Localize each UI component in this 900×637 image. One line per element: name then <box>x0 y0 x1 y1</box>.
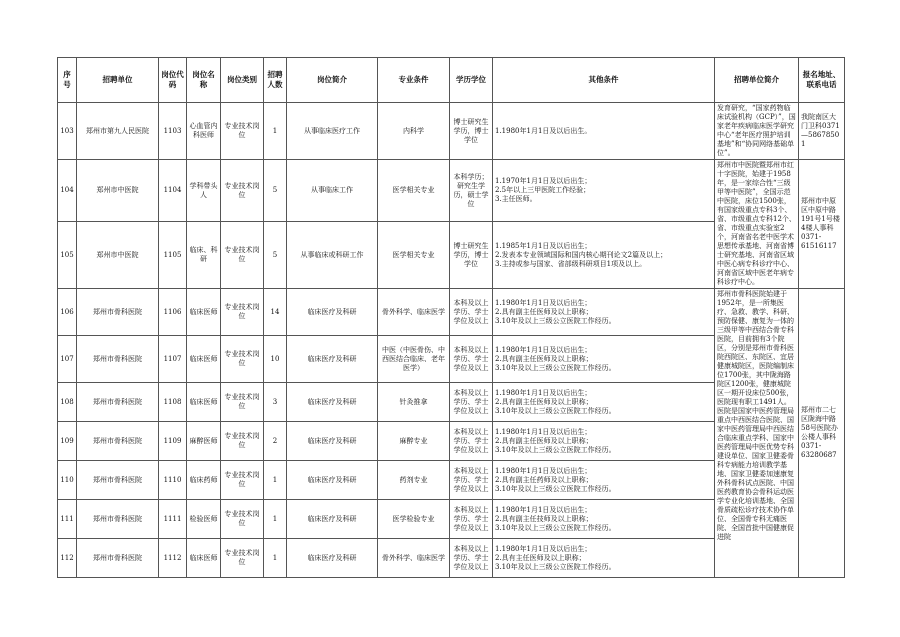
position-code: 1112 <box>159 539 187 578</box>
major-requirement: 药剂专业 <box>378 461 450 500</box>
recruiting-unit: 郑州市骨科医院 <box>77 500 159 539</box>
position-category: 专业技术岗位 <box>221 383 264 422</box>
major-requirement: 骨外科学、临床医学 <box>378 539 450 578</box>
major-requirement: 医学检验专业 <box>378 500 450 539</box>
position-intro: 临床医疗及科研 <box>287 500 378 539</box>
major-requirement: 医学相关专业 <box>378 222 450 289</box>
row-number: 112 <box>58 539 77 578</box>
position-code: 1111 <box>159 500 187 539</box>
hiring-count: 5 <box>264 222 287 289</box>
hiring-count: 5 <box>264 160 287 222</box>
position-intro: 临床医疗及科研 <box>287 289 378 336</box>
position-code: 1103 <box>159 103 187 160</box>
unit-intro: 郑州市骨科医院始建于1952年，是一所集医疗、急救、教学、科研、预防保健、康复为一体的三级甲等中西结合骨专科医院，目前拥有3个院区，分别是郑州市骨科医院西院区、东院区、宜居健康城院区，医院编制床位1700张，其中陇海路院区1200张，健康城院区一期开设床位500张，医院现有职工1491人。医院是国家中医药管理局重点中西医结合医院、国家中医药管理局中西医结合临床重点学科、国家中医药管理局中医优势专科建设单位、国家卫健委骨科专病能力培训教学基地、国家卫健委加速康复外科骨科试点医院、中国医药教育协会骨科运动医学专业化培训基地、全国骨质疏松诊疗技术协作单位、全国骨专科无痛医院、全国首批中国健康促进院 <box>715 289 799 578</box>
contact-info: 郑州市中原区中原中路191号1号楼4楼人事科 0371-61516117 <box>799 160 845 289</box>
position-intro: 临床医疗及科研 <box>287 539 378 578</box>
education-requirement: 本科及以上学历、学士学位及以上 <box>450 422 493 461</box>
header-major: 专业条件 <box>378 58 450 103</box>
position-intro: 临床医疗及科研 <box>287 383 378 422</box>
position-category: 专业技术岗位 <box>221 336 264 383</box>
header-education: 学历学位 <box>450 58 493 103</box>
position-code: 1110 <box>159 461 187 500</box>
hiring-count: 1 <box>264 461 287 500</box>
position-code: 1107 <box>159 336 187 383</box>
hiring-count: 1 <box>264 500 287 539</box>
hiring-count: 1 <box>264 103 287 160</box>
other-conditions: 1.1970年1月1日及以后出生； 2.5年以上三甲医院工作经验； 3.主任医师。 <box>493 160 715 222</box>
table-header-row <box>58 58 845 103</box>
position-category: 专业技术岗位 <box>221 539 264 578</box>
major-requirement: 骨外科学、临床医学 <box>378 289 450 336</box>
education-requirement: 本科及以上学历、学士学位及以上 <box>450 336 493 383</box>
recruiting-unit: 郑州市中医院 <box>77 160 159 222</box>
hiring-count: 10 <box>264 336 287 383</box>
hiring-count: 14 <box>264 289 287 336</box>
other-conditions: 1.1980年1月1日及以后出生； 2.具有副主任药师及以上职称； 3.10年及以上三级公立医院工作经历。 <box>493 461 715 500</box>
position-name: 麻醉医师 <box>187 422 221 461</box>
position-category: 专业技术岗位 <box>221 422 264 461</box>
position-intro: 临床医疗及科研 <box>287 336 378 383</box>
row-number: 108 <box>58 383 77 422</box>
major-requirement: 内科学 <box>378 103 450 160</box>
row-number: 103 <box>58 103 77 160</box>
position-intro: 从事临床工作 <box>287 160 378 222</box>
recruiting-unit: 郑州市骨科医院 <box>77 539 159 578</box>
header-position-name: 岗位名称 <box>187 58 221 103</box>
row-number: 104 <box>58 160 77 222</box>
position-intro: 临床医疗及科研 <box>287 461 378 500</box>
table-row <box>58 289 845 336</box>
position-name: 临床医师 <box>187 289 221 336</box>
position-code: 1104 <box>159 160 187 222</box>
hiring-count: 1 <box>264 539 287 578</box>
row-number: 111 <box>58 500 77 539</box>
position-name: 检验医师 <box>187 500 221 539</box>
header-unit-intro: 招聘单位简介 <box>715 58 799 103</box>
header-contact: 报名地址、联系电话 <box>799 58 845 103</box>
row-number: 107 <box>58 336 77 383</box>
recruiting-unit: 郑州市骨科医院 <box>77 336 159 383</box>
header-code: 岗位代码 <box>159 58 187 103</box>
other-conditions: 1.1985年1月1日及以后出生； 2.发表本专业领域国际和国内核心期刊论文2篇及以上； 3.主持或参与国家、省部级科研项目1项及以上。 <box>493 222 715 289</box>
position-category: 专业技术岗位 <box>221 103 264 160</box>
position-name: 临床医师 <box>187 539 221 578</box>
contact-info: 郑州市二七区陇海中路58号医院办公楼人事科 0371-63280687 <box>799 289 845 578</box>
education-requirement: 本科学历；研究生学历，硕士学位 <box>450 160 493 222</box>
unit-intro: 郑州市中医院暨郑州市红十字医院，始建于1958年，是一家综合性“三级甲等中医院”，全国示范中医院，床位1500张，有国家级重点专科3个、省、市级重点专科12个、省、市级重点实验室2个，河南省名老中医学术思想传承基地、河南省博士研究基地、河南省区域中医心病专科诊疗中心、河南省区域中医老年病专科诊疗中心。 <box>715 160 799 289</box>
position-name: 学科带头人 <box>187 160 221 222</box>
position-name: 临床药师 <box>187 461 221 500</box>
position-category: 专业技术岗位 <box>221 289 264 336</box>
header-other-conditions: 其他条件 <box>493 58 715 103</box>
other-conditions: 1.1980年1月1日及以后出生； 2.具有副主任技师及以上职称； 3.10年及以上三级公立医院工作经历。 <box>493 500 715 539</box>
table-row <box>58 160 845 222</box>
row-number: 106 <box>58 289 77 336</box>
position-category: 专业技术岗位 <box>221 461 264 500</box>
position-code: 1105 <box>159 222 187 289</box>
recruiting-unit: 郑州市第九人民医院 <box>77 103 159 160</box>
major-requirement: 针灸推拿 <box>378 383 450 422</box>
position-name: 临床医师 <box>187 383 221 422</box>
hiring-count: 3 <box>264 383 287 422</box>
recruiting-unit: 郑州市骨科医院 <box>77 289 159 336</box>
unit-intro: 发育研究，“国家药物临床试验机构（GCP）”，国家老年疾病临床医学研究中心“老年医疗照护培训基地”和“协同网络基础单位”。 <box>715 103 799 160</box>
major-requirement: 中医（中医骨伤、中西医结合临床、老年医学） <box>378 336 450 383</box>
major-requirement: 医学相关专业 <box>378 160 450 222</box>
position-code: 1108 <box>159 383 187 422</box>
other-conditions: 1.1980年1月1日及以后出生； 2.具有主任医师及以上职称； 3.10年及以上三级公立医院工作经历。 <box>493 539 715 578</box>
position-category: 专业技术岗位 <box>221 160 264 222</box>
hiring-count: 2 <box>264 422 287 461</box>
recruiting-unit: 郑州市中医院 <box>77 222 159 289</box>
major-requirement: 麻醉专业 <box>378 422 450 461</box>
row-number: 109 <box>58 422 77 461</box>
table-row <box>58 103 845 160</box>
row-number: 105 <box>58 222 77 289</box>
recruitment-table <box>57 57 845 578</box>
position-name: 心血管内科医师 <box>187 103 221 160</box>
row-number: 110 <box>58 461 77 500</box>
header-category: 岗位类别 <box>221 58 264 103</box>
position-category: 专业技术岗位 <box>221 500 264 539</box>
position-intro: 临床医疗及科研 <box>287 422 378 461</box>
header-position-intro: 岗位简介 <box>287 58 378 103</box>
position-code: 1106 <box>159 289 187 336</box>
education-requirement: 本科及以上学历、学士学位及以上 <box>450 289 493 336</box>
header-no: 序号 <box>58 58 77 103</box>
position-intro: 从事临床或科研工作 <box>287 222 378 289</box>
other-conditions: 1.1980年1月1日及以后出生； 2.具有副主任医师及以上职称； 3.10年及以上三级公立医院工作经历。 <box>493 336 715 383</box>
education-requirement: 博士研究生学历，博士学位 <box>450 222 493 289</box>
education-requirement: 本科及以上学历、学士学位及以上 <box>450 539 493 578</box>
recruiting-unit: 郑州市骨科医院 <box>77 461 159 500</box>
contact-info: 我院南区大门卫科0371—5867850 1 <box>799 103 845 160</box>
header-count: 招聘人数 <box>264 58 287 103</box>
recruiting-unit: 郑州市骨科医院 <box>77 422 159 461</box>
position-intro: 从事临床医疗工作 <box>287 103 378 160</box>
education-requirement: 本科及以上学历、学士学位及以上 <box>450 461 493 500</box>
education-requirement: 博士研究生学历，博士学位 <box>450 103 493 160</box>
position-name: 临床、科研 <box>187 222 221 289</box>
other-conditions: 1.1980年1月1日及以后出生。 <box>493 103 715 160</box>
other-conditions: 1.1980年1月1日及以后出生； 2.具有副主任医师及以上职称； 3.10年及以上三级公立医院工作经历。 <box>493 289 715 336</box>
other-conditions: 1.1980年1月1日及以后出生； 2.具有副主任医师及以上职称； 3.10年及以上三级公立医院工作经历。 <box>493 422 715 461</box>
education-requirement: 本科及以上学历、学士学位及以上 <box>450 500 493 539</box>
position-category: 专业技术岗位 <box>221 222 264 289</box>
position-name: 临床医师 <box>187 336 221 383</box>
recruiting-unit: 郑州市骨科医院 <box>77 383 159 422</box>
education-requirement: 本科及以上学历、学士学位及以上 <box>450 383 493 422</box>
header-unit: 招聘单位 <box>77 58 159 103</box>
other-conditions: 1.1980年1月1日及以后出生； 2.具有副主任医师及以上职称； 3.10年及以上三级公立医院工作经历。 <box>493 383 715 422</box>
position-code: 1109 <box>159 422 187 461</box>
